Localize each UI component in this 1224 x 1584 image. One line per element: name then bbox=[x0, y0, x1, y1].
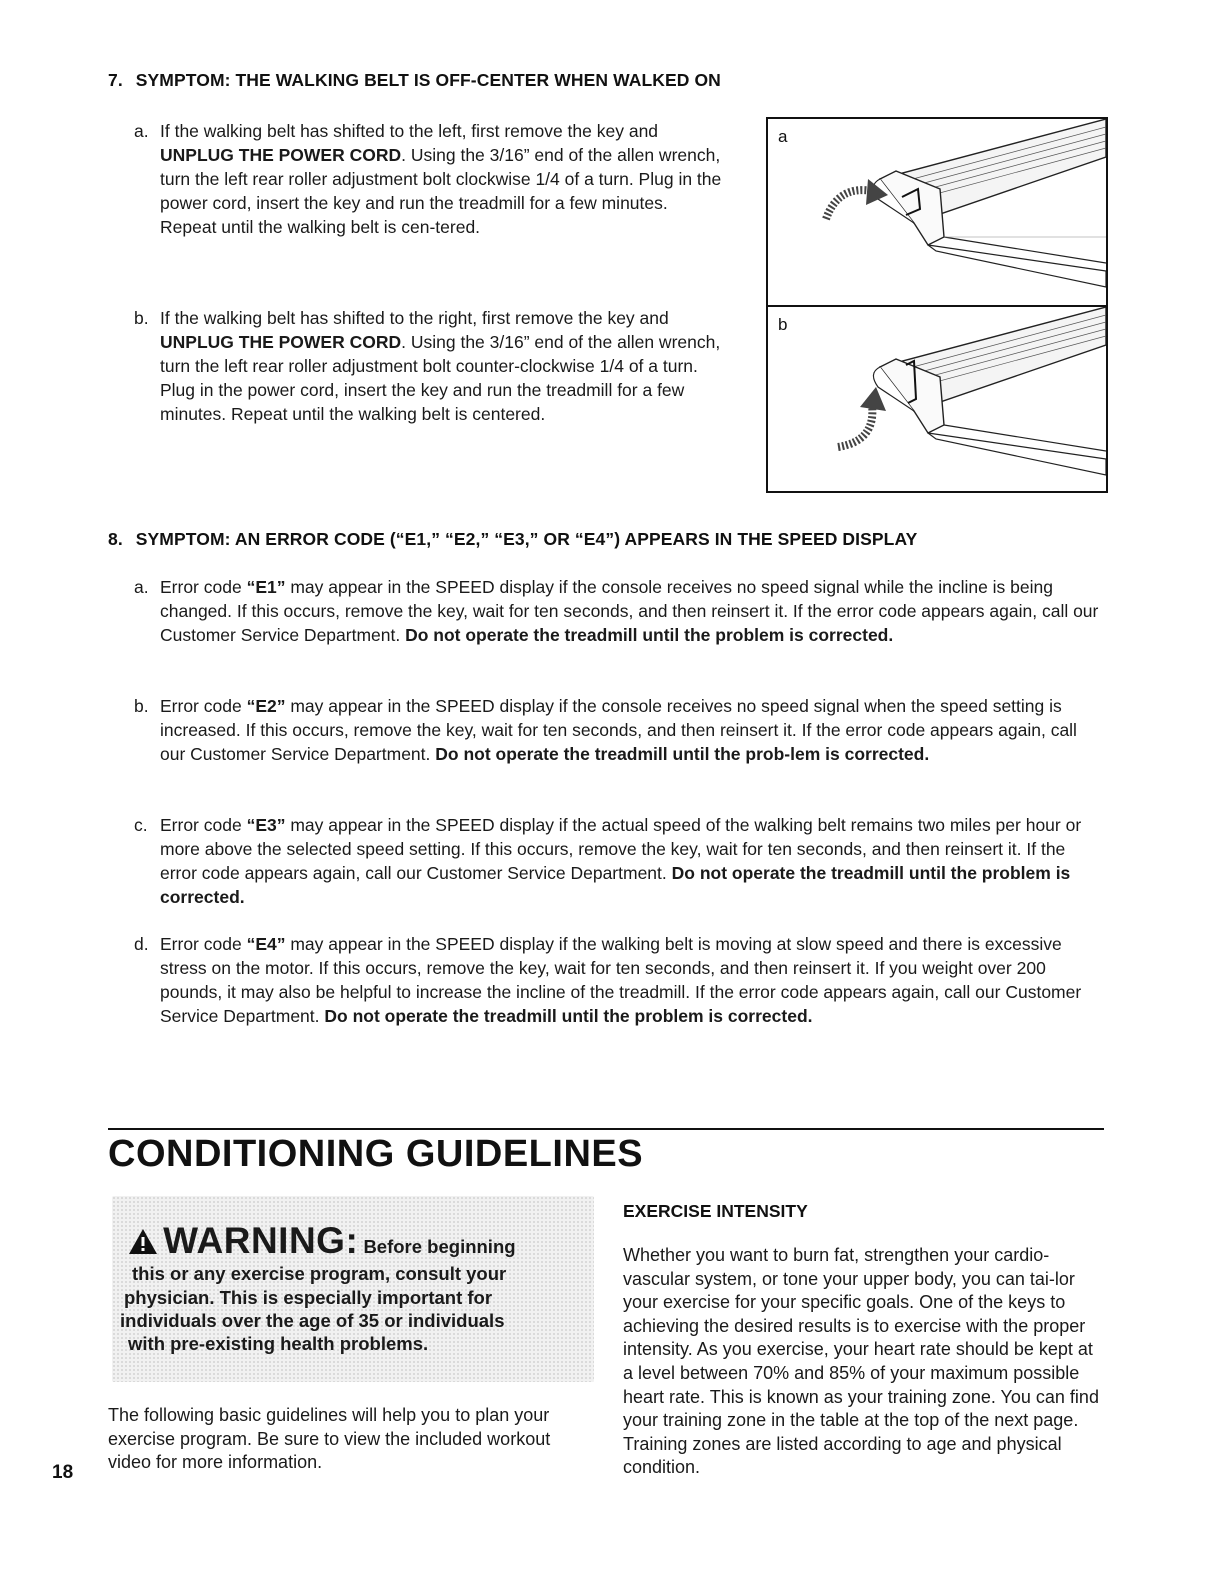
item-letter: c. bbox=[134, 815, 148, 835]
section-8-item-c bbox=[134, 813, 1104, 909]
intro-paragraph: The following basic guidelines will help you to plan your exercise program. Be sure to view the included workout video for more information. bbox=[108, 1405, 551, 1473]
warning-line-5: with pre-existing health problems. bbox=[128, 1333, 429, 1354]
section-7-heading bbox=[108, 70, 721, 91]
item-text: If the walking belt has shifted to the left, first remove the key and UNPLUG THE POWER CORD. Using the 3/16” end of the allen wrench, turn the left rear roller adjustment bolt clockwise 1/4 of a turn. Plug in the power cord, insert the key and run the treadmill for a few minutes. Repeat until the walking belt is cen-tered. bbox=[160, 121, 722, 237]
figure-panel-b bbox=[768, 307, 1106, 491]
item-letter: d. bbox=[134, 934, 149, 954]
section-7-item-b bbox=[134, 306, 724, 426]
item-text: If the walking belt has shifted to the right, first remove the key and UNPLUG THE POWER CORD. Using the 3/16” end of the allen wrench, turn the left rear roller adjustment bolt counter-clockwise 1/4 of a turn. Plug in the power cord, insert the key and run the treadmill for a few minutes. Repeat until the walking belt is centered. bbox=[160, 308, 721, 424]
item-text: Error code “E3” may appear in the SPEED display if the actual speed of the walking belt remains two miles per hour or more above the selected speed setting. If this occurs, remove the key, wait for ten seconds, and then reinsert it. If the error code appears again, call our Customer Service Department. Do not operate the treadmill until the problem is corrected. bbox=[160, 815, 1082, 907]
item-text: Error code “E2” may appear in the SPEED display if the console receives no speed signal when the speed setting is increased. If this occurs, remove the key, wait for ten seconds, and then reinsert it. If the error code appears again, call our Customer Service Department. Do not operate the treadmill until the prob-lem is corrected. bbox=[160, 696, 1077, 764]
warning-heading bbox=[128, 1220, 516, 1262]
warning-triangle-icon bbox=[128, 1228, 158, 1255]
item-letter: b. bbox=[134, 696, 149, 716]
warning-line-3: physician. This is especially important for bbox=[124, 1287, 493, 1308]
warning-box bbox=[112, 1196, 594, 1382]
figure-panel-a bbox=[768, 119, 1106, 307]
section-8-item-b bbox=[134, 694, 1104, 766]
exercise-intensity-text: Whether you want to burn fat, strengthen your cardio-vascular system, or tone your upper body, you can tai-lor your exercise for your specific goals. One of the keys to achieving the desired results is to exercise with the proper intensity. As you exercise, your heart rate should be kept at a level between 70% and 85% of your maximum possible heart rate. This is known as your training zone. You can find your training zone in the table at the top of the next page. Training zones are listed according to age and physical condition. bbox=[623, 1245, 1099, 1478]
section-8-item-d bbox=[134, 932, 1104, 1028]
adjustment-figure bbox=[766, 117, 1108, 493]
item-text: Error code “E4” may appear in the SPEED display if the walking belt is moving at slow speed and there is excessive stress on the motor. If this occurs, remove the key, wait for ten seconds, and then reinsert it. If you weight over 200 pounds, it may also be helpful to increase the incline of the treadmill. If the error code appears again, call our Customer Service Department. Do not operate the treadmill until the problem is corrected. bbox=[160, 934, 1082, 1026]
section-divider bbox=[108, 1128, 1104, 1130]
section-7-number: 7. bbox=[108, 70, 123, 90]
warning-word: WARNING: bbox=[163, 1220, 359, 1261]
conditioning-title: CONDITIONING GUIDELINES bbox=[108, 1133, 644, 1175]
item-letter: b. bbox=[134, 308, 149, 328]
section-8-item-a bbox=[134, 575, 1104, 647]
item-letter: a. bbox=[134, 121, 149, 141]
warning-line-4: individuals over the age of 35 or individuals bbox=[120, 1310, 505, 1331]
figure-label-a: a bbox=[778, 127, 788, 146]
section-8-title: SYMPTOM: AN ERROR CODE (“E1,” “E2,” “E3,” OR “E4”) APPEARS IN THE SPEED DISPLAY bbox=[135, 529, 918, 549]
item-letter: a. bbox=[134, 577, 149, 597]
exercise-intensity-heading: EXERCISE INTENSITY bbox=[623, 1201, 808, 1221]
section-7-title: SYMPTOM: THE WALKING BELT IS OFF-CENTER WHEN WALKED ON bbox=[135, 70, 721, 90]
item-text: Error code “E1” may appear in the SPEED display if the console receives no speed signal while the incline is being changed. If this occurs, remove the key, wait for ten seconds, and then reinsert it. If the error code appears again, call our Customer Service Department. Do not operate the treadmill until the problem is corrected. bbox=[160, 577, 1099, 645]
warning-line-2: this or any exercise program, consult your bbox=[132, 1263, 507, 1284]
treadmill-roller-clockwise-illustration bbox=[768, 119, 1106, 305]
warning-line-1: Before beginning bbox=[363, 1236, 516, 1257]
section-8-number: 8. bbox=[108, 529, 123, 549]
page-number: 18 bbox=[52, 1462, 74, 1483]
treadmill-roller-counterclockwise-illustration bbox=[768, 307, 1106, 491]
section-8-heading bbox=[108, 529, 917, 550]
figure-label-b: b bbox=[778, 315, 788, 334]
section-7-item-a bbox=[134, 119, 724, 239]
